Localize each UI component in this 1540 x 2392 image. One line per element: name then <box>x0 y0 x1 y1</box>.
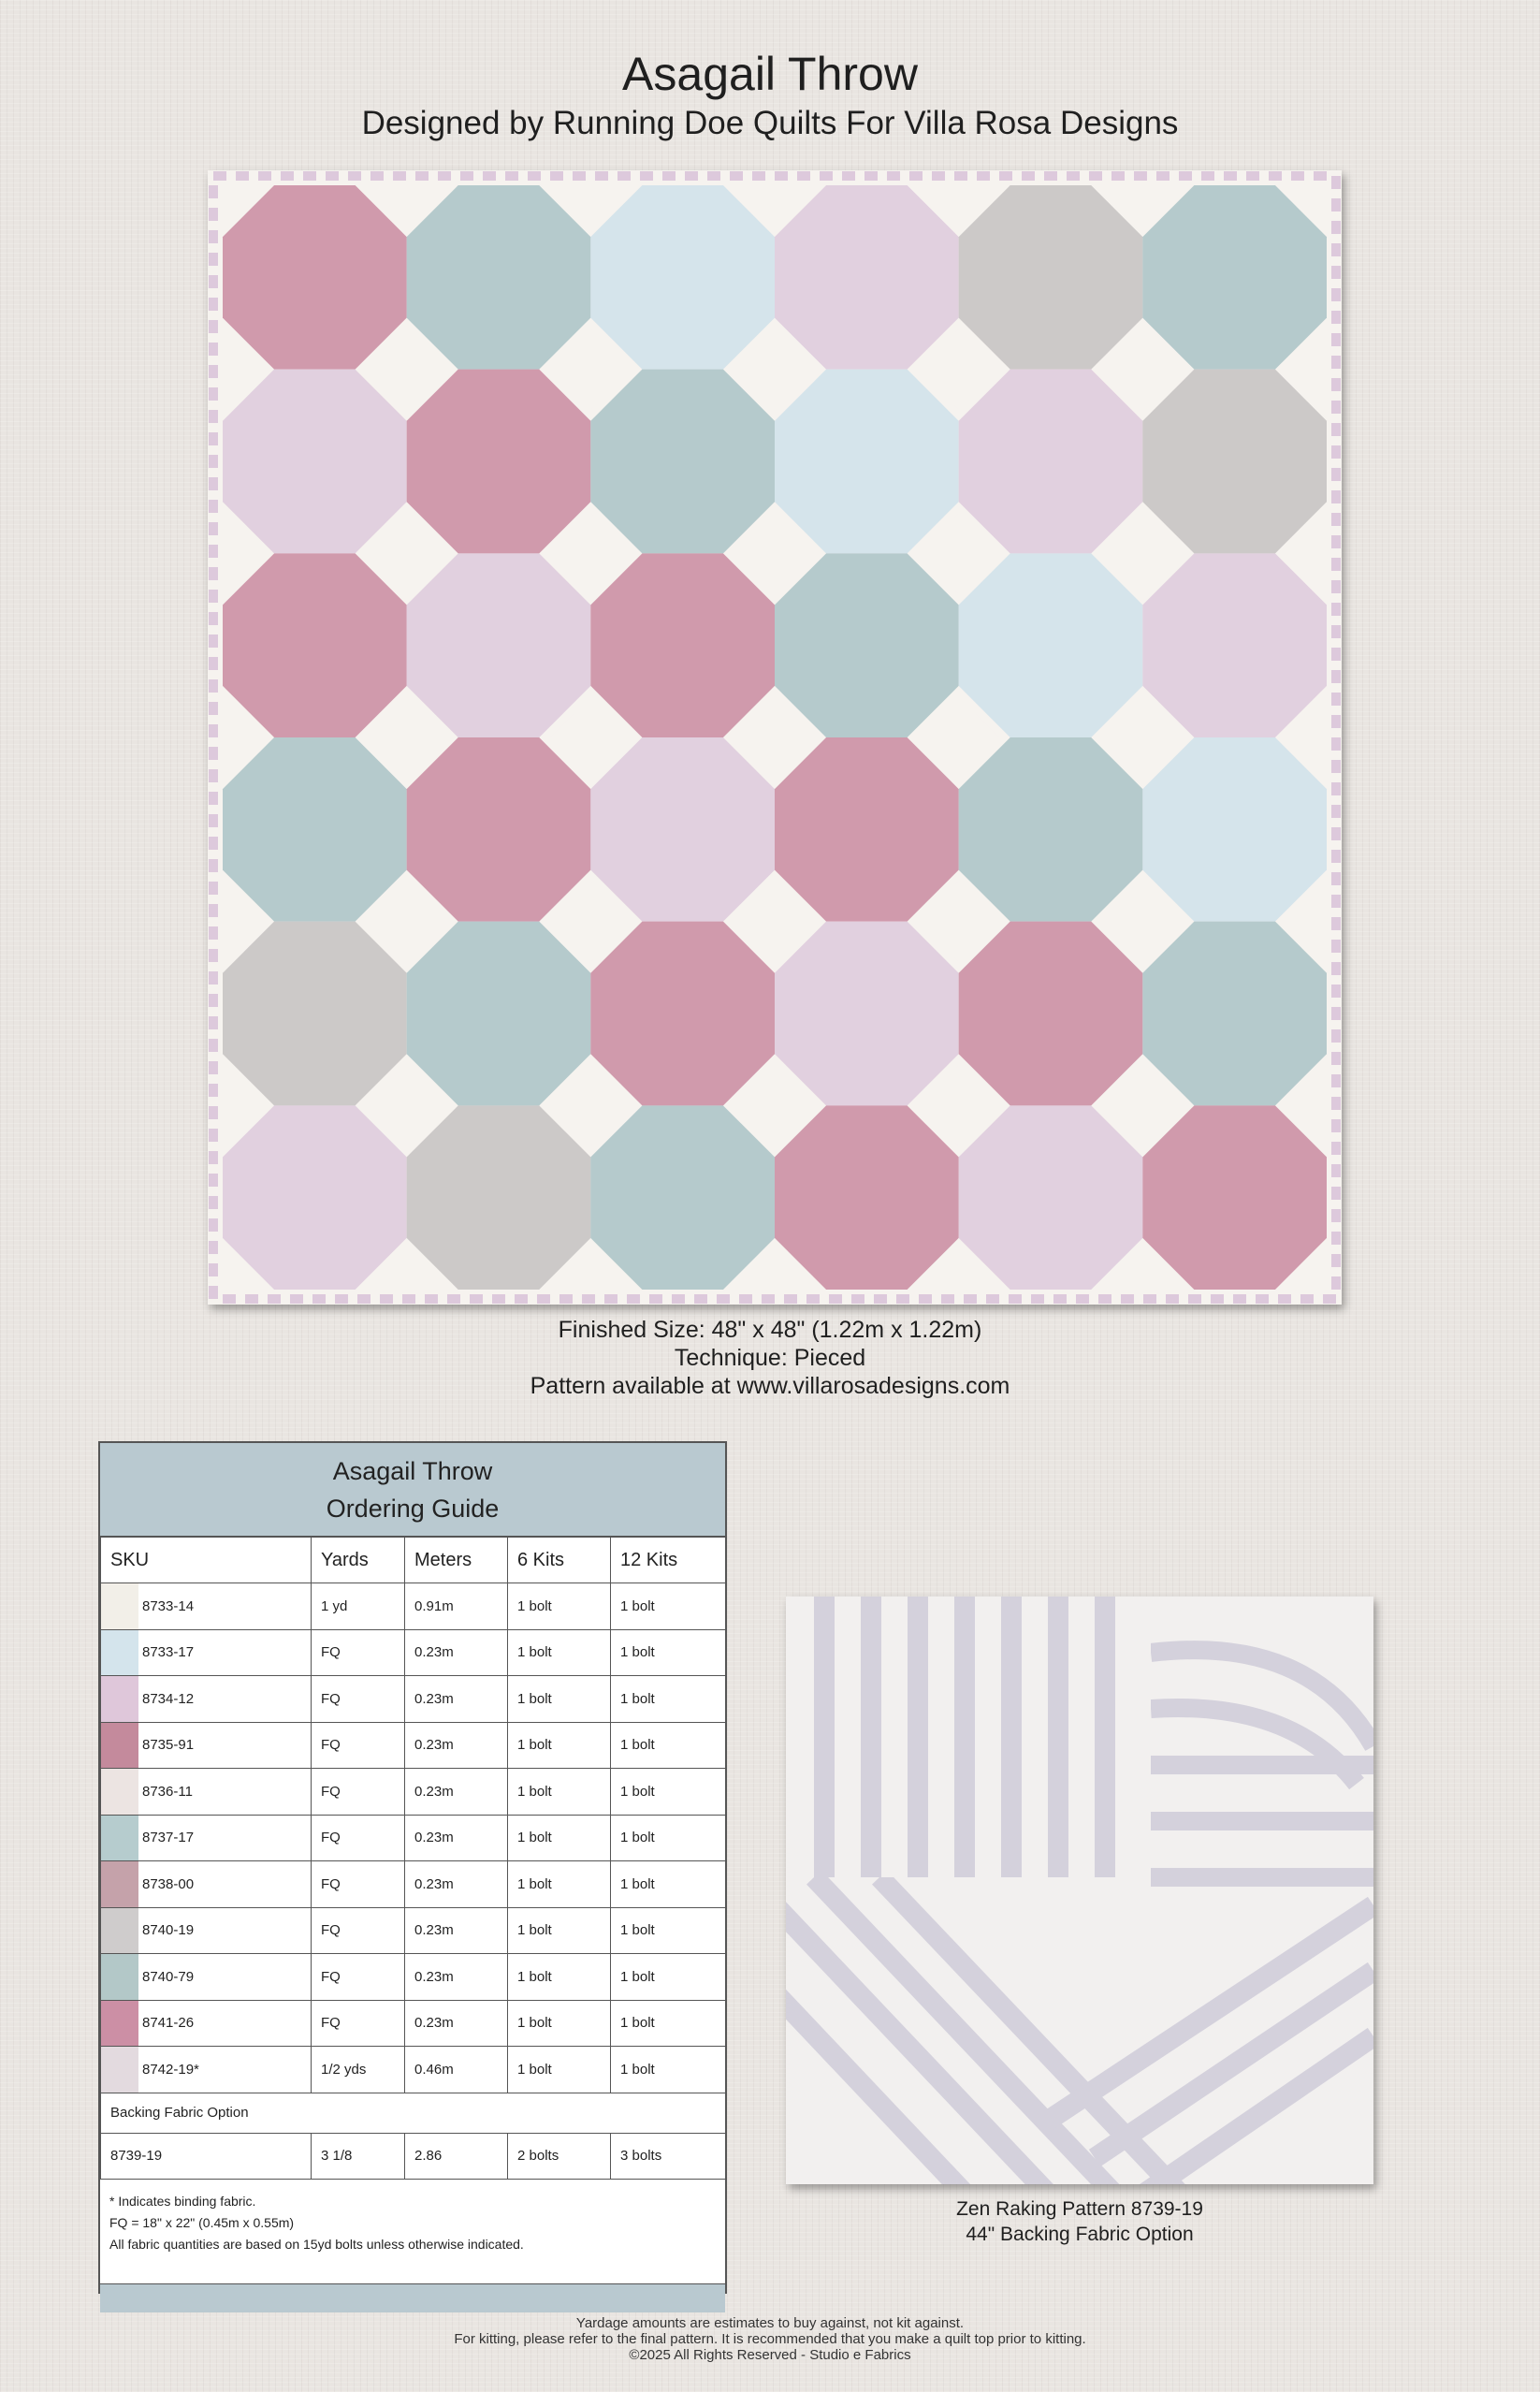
quilt-block <box>959 185 1143 370</box>
cell-kits6: 1 bolt <box>508 1769 611 1816</box>
cell-kits6: 1 bolt <box>508 1954 611 2001</box>
guide-subtitle: Ordering Guide <box>326 1495 500 1523</box>
quilt-block <box>775 370 959 554</box>
guide-footer-band <box>100 2284 725 2312</box>
sku-label: 8737-17 <box>142 1830 195 1846</box>
cell-meters: 0.23m <box>405 1861 508 1908</box>
quilt-block <box>959 737 1143 922</box>
cell-meters: 0.23m <box>405 1629 508 1676</box>
table-row <box>101 2047 726 2093</box>
cell-kits6: 1 bolt <box>508 1676 611 1723</box>
sku-cell <box>101 1676 312 1723</box>
cell-meters: 0.91m <box>405 1583 508 1630</box>
quilt-block <box>223 553 407 737</box>
quilt-block <box>223 737 407 922</box>
cell-kits6: 1 bolt <box>508 1861 611 1908</box>
cell-yards: FQ <box>312 1676 405 1723</box>
table-row <box>101 1861 726 1908</box>
fabric-swatch <box>101 1583 138 1629</box>
quilt-block <box>223 185 407 370</box>
table-row <box>101 2133 726 2180</box>
note-binding: * Indicates binding fabric. <box>109 2194 256 2209</box>
sku-label: 8740-79 <box>142 1968 195 1985</box>
cell-kits12: 1 bolt <box>611 1629 726 1676</box>
backing-caption-line1: Zen Raking Pattern 8739-19 <box>956 2198 1203 2220</box>
table-header-row <box>101 1538 726 1583</box>
cell-meters: 0.46m <box>405 2047 508 2093</box>
quilt-block <box>590 370 775 554</box>
cell-meters: 0.23m <box>405 1722 508 1769</box>
backing-section-label: Backing Fabric Option <box>101 2093 726 2133</box>
backing-fabric-image <box>786 1597 1373 2184</box>
cell-kits12: 1 bolt <box>611 1583 726 1630</box>
cell-meters: 0.23m <box>405 1907 508 1954</box>
sku-label: 8736-11 <box>142 1783 193 1800</box>
sku-label: 8741-26 <box>142 2015 195 2032</box>
quilt-block <box>590 553 775 737</box>
fabric-swatch <box>101 1723 138 1769</box>
quilt-image <box>208 170 1342 1305</box>
quilt-block <box>407 185 591 370</box>
quilt-block <box>407 737 591 922</box>
technique: Technique: Pieced <box>674 1345 866 1371</box>
sku-cell <box>101 2047 312 2093</box>
sku-label: 8742-19* <box>142 2061 199 2078</box>
table-row <box>101 1769 726 1816</box>
finished-size: Finished Size: 48" x 48" (1.22m x 1.22m) <box>558 1317 982 1343</box>
quilt-block <box>775 1105 959 1290</box>
sku-cell <box>101 1583 312 1630</box>
table-row <box>101 1907 726 1954</box>
quilt-block <box>407 370 591 554</box>
quilt-block <box>959 922 1143 1106</box>
quilt-block <box>590 737 775 922</box>
cell-kits6: 1 bolt <box>508 2047 611 2093</box>
cell-kits12: 1 bolt <box>611 2000 726 2047</box>
sku-label: 8740-19 <box>142 1922 195 1939</box>
sku-cell <box>101 1907 312 1954</box>
zen-raking-swatch <box>786 1597 1373 2184</box>
fabric-swatch <box>101 1630 138 1676</box>
footer-line1: Yardage amounts are estimates to buy against, not kit against. <box>575 2315 965 2331</box>
quilt-block <box>1142 737 1327 922</box>
cell-yards: FQ <box>312 1629 405 1676</box>
col-meters: Meters <box>405 1538 508 1583</box>
cell-kits12: 1 bolt <box>611 1861 726 1908</box>
fabric-swatch <box>101 1954 138 2000</box>
fabric-swatch <box>101 2047 138 2093</box>
quilt-block <box>1142 185 1327 370</box>
backing-section-row <box>101 2093 726 2133</box>
col-12-kits: 12 Kits <box>611 1538 726 1583</box>
cell-kits6: 1 bolt <box>508 1583 611 1630</box>
page-subtitle: Designed by Running Doe Quilts For Villa Rosa Designs <box>361 105 1179 141</box>
quilt-block <box>775 185 959 370</box>
cell-kits6: 1 bolt <box>508 1629 611 1676</box>
guide-notes <box>100 2180 725 2284</box>
backing-caption-line2: 44" Backing Fabric Option <box>966 2224 1194 2245</box>
table-row <box>101 1629 726 1676</box>
cell-kits6: 1 bolt <box>508 1907 611 1954</box>
quilt-info <box>0 1316 1540 1400</box>
sku-cell <box>101 1815 312 1861</box>
quilt-block <box>407 922 591 1106</box>
col-sku: SKU <box>101 1538 312 1583</box>
cell-meters: 0.23m <box>405 1954 508 2001</box>
sku-cell <box>101 1629 312 1676</box>
quilt-block <box>775 737 959 922</box>
quilt-block <box>223 1105 407 1290</box>
fabric-swatch <box>101 1861 138 1907</box>
backing-cell-kits12: 3 bolts <box>611 2133 726 2180</box>
ordering-guide <box>98 1441 727 2294</box>
table-row <box>101 1583 726 1630</box>
col-6-kits: 6 Kits <box>508 1538 611 1583</box>
cell-kits12: 1 bolt <box>611 1676 726 1723</box>
fabric-swatch <box>101 1816 138 1861</box>
quilt-pattern <box>208 170 1342 1305</box>
sku-cell <box>101 2000 312 2047</box>
cell-kits12: 1 bolt <box>611 1954 726 2001</box>
fabric-swatch <box>101 1769 138 1815</box>
table-row <box>101 1722 726 1769</box>
cell-yards: FQ <box>312 1861 405 1908</box>
cell-yards: FQ <box>312 1769 405 1816</box>
quilt-block <box>1142 370 1327 554</box>
page-footer <box>0 2315 1540 2363</box>
quilt-block <box>959 370 1143 554</box>
fabric-swatch <box>101 2001 138 2047</box>
backing-cell-meters: 2.86 <box>405 2133 508 2180</box>
table-row <box>101 1676 726 1723</box>
sku-label: 8733-14 <box>142 1597 195 1614</box>
backing-cell-sku: 8739-19 <box>101 2133 312 2180</box>
quilt-block <box>1142 553 1327 737</box>
fabric-swatch <box>101 1676 138 1722</box>
cell-yards: FQ <box>312 2000 405 2047</box>
quilt-block <box>590 922 775 1106</box>
sku-cell <box>101 1769 312 1816</box>
quilt-block <box>407 1105 591 1290</box>
cell-yards: FQ <box>312 1722 405 1769</box>
cell-meters: 0.23m <box>405 1815 508 1861</box>
quilt-block <box>775 553 959 737</box>
cell-meters: 0.23m <box>405 1769 508 1816</box>
col-yards: Yards <box>312 1538 405 1583</box>
cell-yards: 1/2 yds <box>312 2047 405 2093</box>
sku-label: 8733-17 <box>142 1644 195 1661</box>
footer-line2: For kitting, please refer to the final pattern. It is recommended that you make a quilt top prior to kitting. <box>454 2331 1086 2347</box>
sku-cell <box>101 1722 312 1769</box>
quilt-block <box>223 922 407 1106</box>
quilt-block <box>959 1105 1143 1290</box>
cell-kits12: 1 bolt <box>611 1769 726 1816</box>
backing-cell-yards: 3 1/8 <box>312 2133 405 2180</box>
cell-yards: FQ <box>312 1954 405 2001</box>
footer-copyright: ©2025 All Rights Reserved - Studio e Fabrics <box>629 2347 911 2363</box>
quilt-block <box>590 185 775 370</box>
note-bolts: All fabric quantities are based on 15yd bolts unless otherwise indicated. <box>109 2237 524 2252</box>
quilt-block <box>223 370 407 554</box>
cell-kits6: 1 bolt <box>508 2000 611 2047</box>
cell-kits12: 1 bolt <box>611 1907 726 1954</box>
cell-meters: 0.23m <box>405 2000 508 2047</box>
cell-kits6: 1 bolt <box>508 1815 611 1861</box>
cell-yards: FQ <box>312 1907 405 1954</box>
cell-yards: 1 yd <box>312 1583 405 1630</box>
sku-label: 8735-91 <box>142 1737 195 1754</box>
table-row <box>101 2000 726 2047</box>
ordering-guide-header <box>100 1443 725 1537</box>
note-fq: FQ = 18" x 22" (0.45m x 0.55m) <box>109 2215 295 2230</box>
sku-label: 8734-12 <box>142 1690 195 1707</box>
ordering-table <box>100 1537 726 2180</box>
sku-cell <box>101 1861 312 1908</box>
quilt-block <box>775 922 959 1106</box>
guide-title: Asagail Throw <box>332 1457 493 1485</box>
table-row <box>101 1815 726 1861</box>
sku-label: 8738-00 <box>142 1875 195 1892</box>
table-row <box>101 1954 726 2001</box>
backing-cell-kits6: 2 bolts <box>508 2133 611 2180</box>
cell-kits12: 1 bolt <box>611 1815 726 1861</box>
sku-cell <box>101 1954 312 2001</box>
quilt-block <box>959 553 1143 737</box>
quilt-block <box>590 1105 775 1290</box>
cell-kits12: 1 bolt <box>611 2047 726 2093</box>
fabric-swatch <box>101 1908 138 1954</box>
pattern-availability: Pattern available at www.villarosadesigns.com <box>530 1373 1010 1399</box>
backing-caption <box>786 2196 1373 2247</box>
page-title: Asagail Throw <box>622 48 918 100</box>
quilt-block <box>1142 922 1327 1106</box>
cell-yards: FQ <box>312 1815 405 1861</box>
cell-kits6: 1 bolt <box>508 1722 611 1769</box>
cell-meters: 0.23m <box>405 1676 508 1723</box>
cell-kits12: 1 bolt <box>611 1722 726 1769</box>
quilt-block <box>407 553 591 737</box>
quilt-block <box>1142 1105 1327 1290</box>
